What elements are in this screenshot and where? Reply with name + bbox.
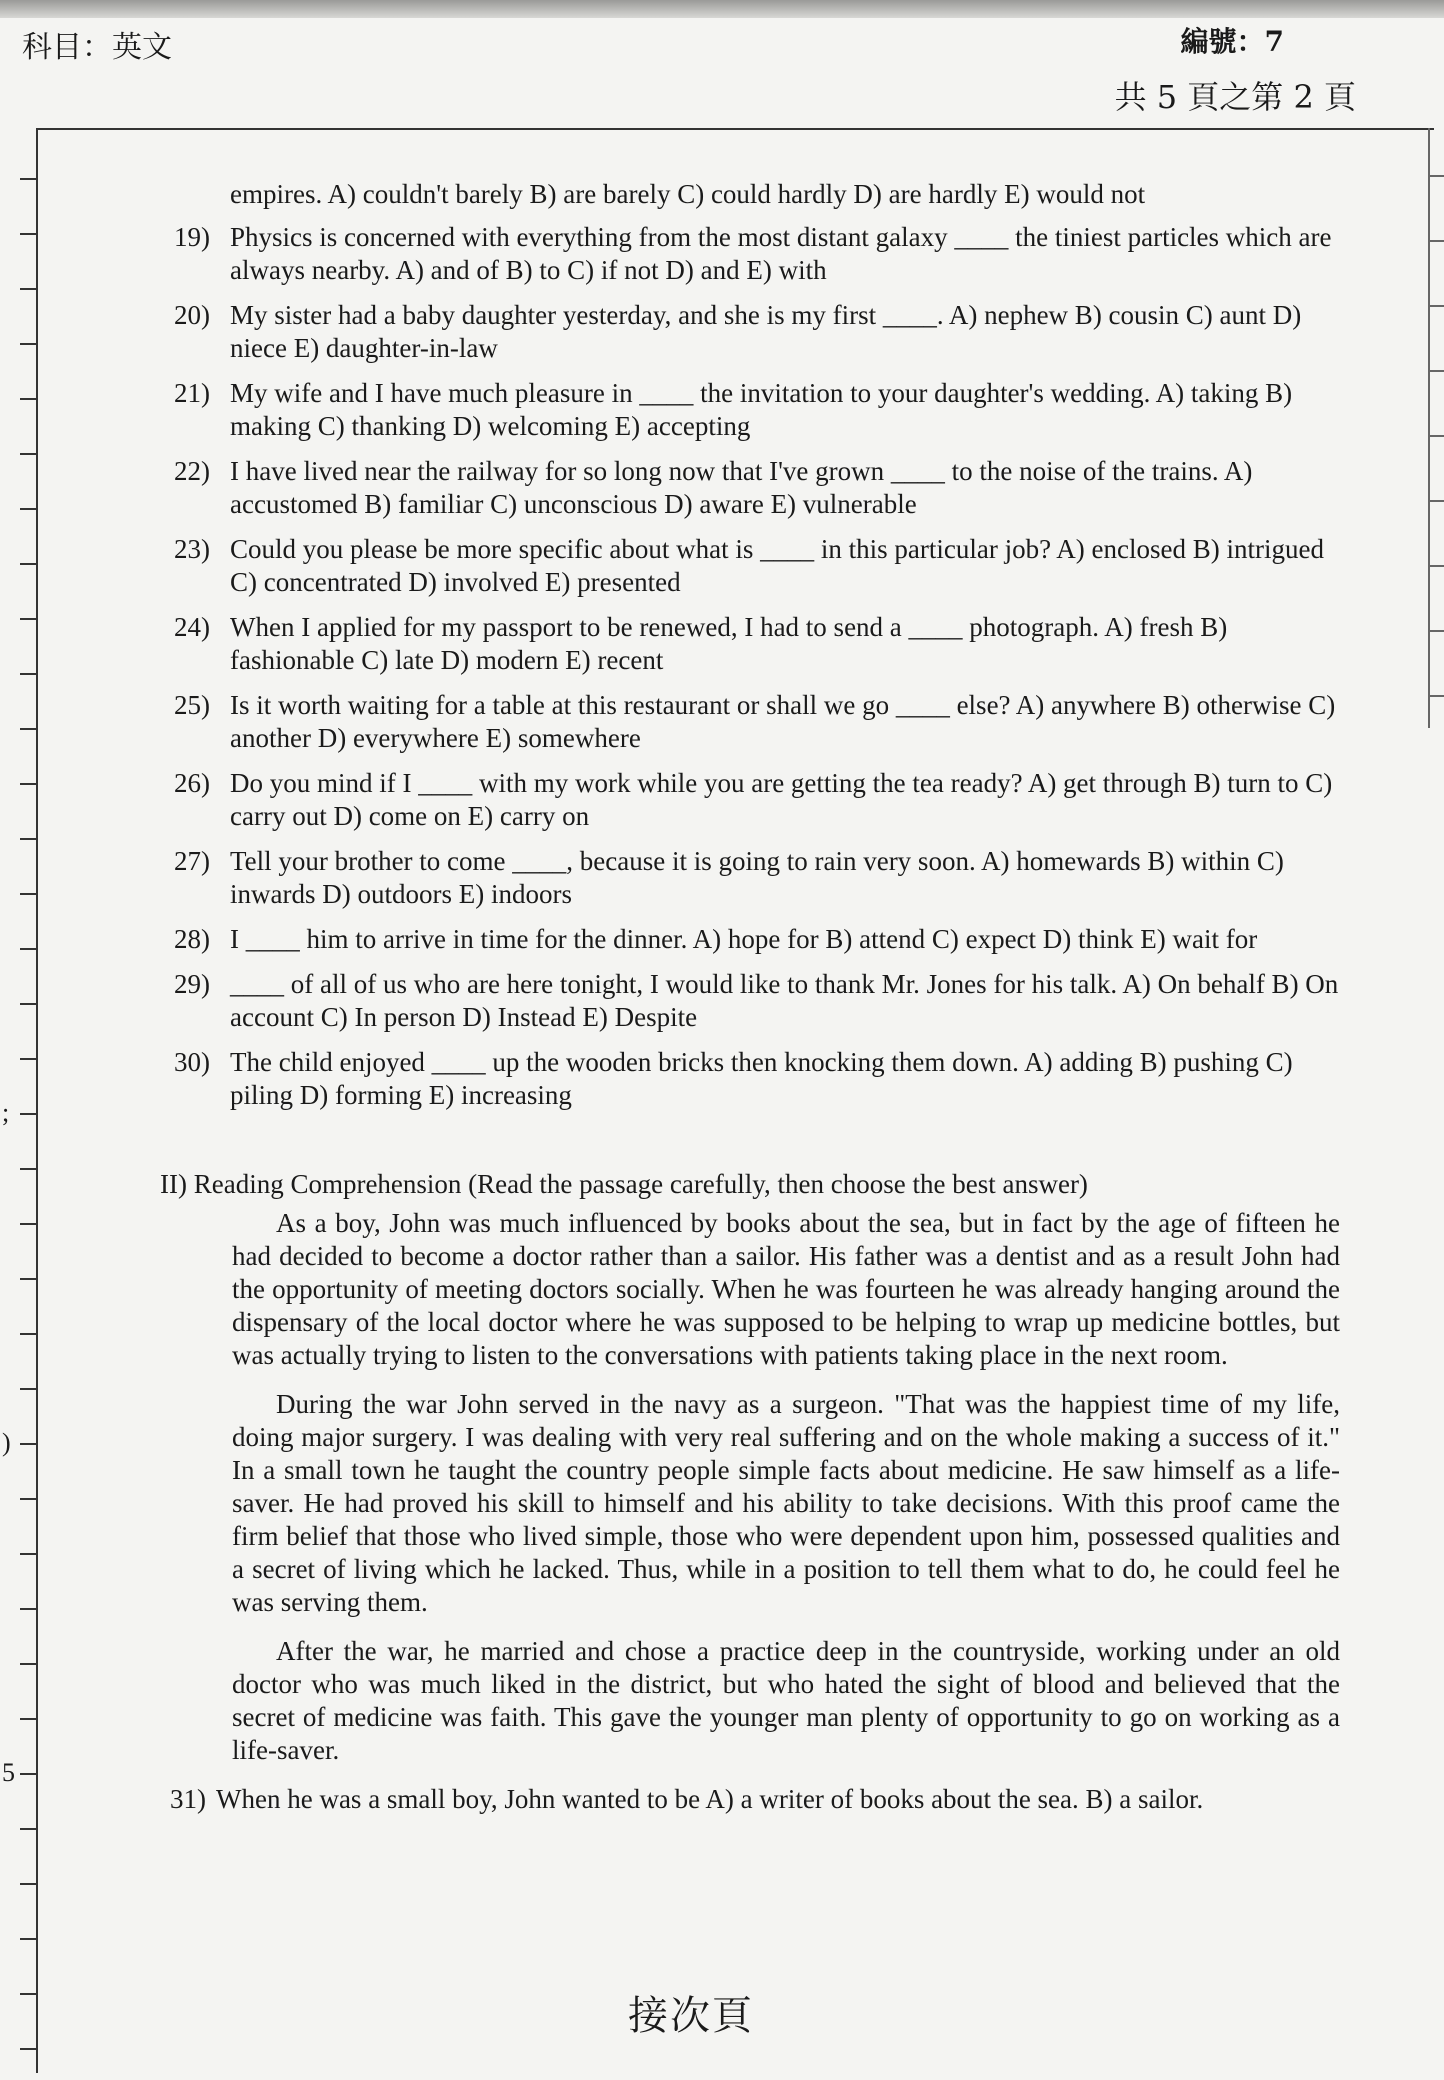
question-number: 31) [170,1784,206,1814]
question-text: Could you please be more specific about what is ____ in this particular job? A) enclosed B) intrigued C) concentrated D) involved E) presented [230,534,1324,597]
margin-tick [20,1608,36,1610]
margin-tick [20,838,36,840]
passage-paragraph: As a boy, John was much influenced by books about the sea, but in fact by the age of fifteen he had decided to become a doctor rather than a sailor. His father was a dentist and as a result John had the opportunity of meeting doctors socially. When he was fourteen he was already hanging around the dispensary of the local doctor where he was supposed to be helping to wrap up medicine bottles, but was actually trying to listen to the conversations with patients taking place in the next room. [232,1208,1340,1370]
scan-top-band [0,0,1444,18]
question-item [160,299,1340,365]
margin-tick [20,508,36,510]
passage-paragraph: During the war John served in the navy as a surgeon. "That was the happiest time of my life, doing major surgery. I was dealing with very real suffering and on the whole making a success of it." In a small town he taught the country people simple facts about medicine. He saw himself as a life-saver. He had proved his skill to himself and his ability to take decisions. With this proof came the firm belief that those who lived simple, those who were dependent upon him, possessed qualities and a secret of living which he lacked. Thus, while in a position to tell them what to do, he could feel he was serving them. [232,1389,1340,1617]
margin-tick [1430,630,1444,632]
question-item [160,455,1340,521]
question-number: 30) [174,1047,210,1077]
margin-tick [20,948,36,950]
question-text: Physics is concerned with everything from the most distant galaxy ____ the tiniest particles which are always nearby. A) and of B) to C) if not D) and E) with [230,222,1332,285]
margin-tick [20,1883,36,1885]
question-item [160,689,1340,755]
question-text: I have lived near the railway for so long now that I've grown ____ to the noise of the trains. A) accustomed B) familiar C) unconscious D) aware E) vulnerable [230,456,1253,519]
next-page-note: 接次頁 [628,1993,754,2039]
question-number: 24) [174,612,210,642]
question-31 [160,1783,1340,1816]
exam-code: 編號：7 [1180,25,1284,58]
margin-tick [20,1058,36,1060]
question-number: 19) [174,222,210,252]
margin-tick [1430,370,1444,372]
margin-tick [20,1223,36,1225]
margin-tick [1430,435,1444,437]
question-number: 22) [174,456,210,486]
margin-tick [20,1718,36,1720]
margin-tick [20,1498,36,1500]
margin-tick [20,1003,36,1005]
margin-tick [1430,565,1444,567]
exam-content [160,178,1340,1816]
passage-paragraph: After the war, he married and chose a practice deep in the countryside, working under an old doctor who was much liked in the district, but who hated the sight of blood and believed that the secret of medicine was faith. This gave the younger man plenty of opportunity to go on working as a life-saver. [232,1636,1340,1765]
margin-tick [20,178,36,180]
margin-mark: 5 [2,1758,15,1787]
margin-tick [20,783,36,785]
question-number: 29) [174,969,210,999]
margin-tick [20,673,36,675]
question-continuation: empires. A) couldn't barely B) are barely C) could hardly D) are hardly E) would not [230,179,1146,209]
margin-tick [20,453,36,455]
margin-tick [1430,695,1444,697]
question-text: My sister had a baby daughter yesterday, and she is my first ____. A) nephew B) cousin C) aunt D) niece E) daughter-in-law [230,300,1302,363]
question-text: Do you mind if I ____ with my work while you are getting the tea ready? A) get through B) turn to C) carry out D) come on E) carry on [230,768,1333,831]
question-item [160,221,1340,287]
question-text: Is it worth waiting for a table at this restaurant or shall we go ____ else? A) anywhere B) otherwise C) another D) everywhere E) somewhere [230,690,1336,753]
margin-tick [20,288,36,290]
question-text: My wife and I have much pleasure in ____ the invitation to your daughter's wedding. A) taking B) making C) thanking D) welcoming E) accepting [230,378,1293,441]
subject-label: 科目：英文 [22,30,172,65]
margin-tick [20,2048,36,2050]
margin-tick [20,1938,36,1940]
margin-tick [1430,240,1444,242]
margin-tick [1430,305,1444,307]
question-item [160,845,1340,911]
margin-tick [1430,175,1444,177]
question-number: 27) [174,846,210,876]
question-text: The child enjoyed ____ up the wooden bricks then knocking them down. A) adding B) pushing C) piling D) forming E) increasing [230,1047,1293,1110]
margin-tick [20,1333,36,1335]
margin-tick [20,1388,36,1390]
question-text: ____ of all of us who are here tonight, I would like to thank Mr. Jones for his talk. A) On behalf B) On account C) In person D) Instead E) Despite [230,969,1339,1032]
question-item [160,377,1340,443]
section-title: II) Reading Comprehension (Read the passage carefully, then choose the best answer) [160,1169,1088,1199]
question-item [160,611,1340,677]
margin-tick [20,1113,36,1115]
margin-tick [20,618,36,620]
margin-tick [20,1443,36,1445]
question-text: I ____ him to arrive in time for the dinner. A) hope for B) attend C) expect D) think E) wait for [230,924,1258,954]
margin-tick [20,1773,36,1775]
question-item [160,1046,1340,1112]
question-list [160,221,1340,1112]
margin-tick [20,893,36,895]
question-number: 20) [174,300,210,330]
page-frame-right [1428,128,1430,728]
question-number: 21) [174,378,210,408]
margin-mark: ; [2,1098,10,1127]
question-item [160,767,1340,833]
margin-tick [20,343,36,345]
question-number: 25) [174,690,210,720]
margin-tick [20,1278,36,1280]
question-text: Tell your brother to come ____, because it is going to rain very soon. A) homewards B) within C) inwards D) outdoors E) indoors [230,846,1284,909]
question-item [160,968,1340,1034]
question-number: 26) [174,768,210,798]
question-text: When he was a small boy, John wanted to be A) a writer of books about the sea. B) a sailor. [216,1784,1204,1814]
margin-tick [20,563,36,565]
margin-tick [1430,500,1444,502]
margin-tick [20,728,36,730]
question-item [160,533,1340,599]
margin-tick [20,233,36,235]
margin-tick [20,1663,36,1665]
question-text: When I applied for my passport to be renewed, I had to send a ____ photograph. A) fresh B) fashionable C) late D) modern E) recent [230,612,1228,675]
margin-tick [20,1993,36,1995]
margin-tick [20,398,36,400]
question-item [160,923,1340,956]
margin-tick [20,1828,36,1830]
question-number: 28) [174,924,210,954]
margin-mark: ) [2,1428,11,1457]
margin-tick [20,1168,36,1170]
margin-tick [20,1553,36,1555]
page-info: 共 5 頁之第 2 頁 [1114,78,1356,116]
question-number: 23) [174,534,210,564]
